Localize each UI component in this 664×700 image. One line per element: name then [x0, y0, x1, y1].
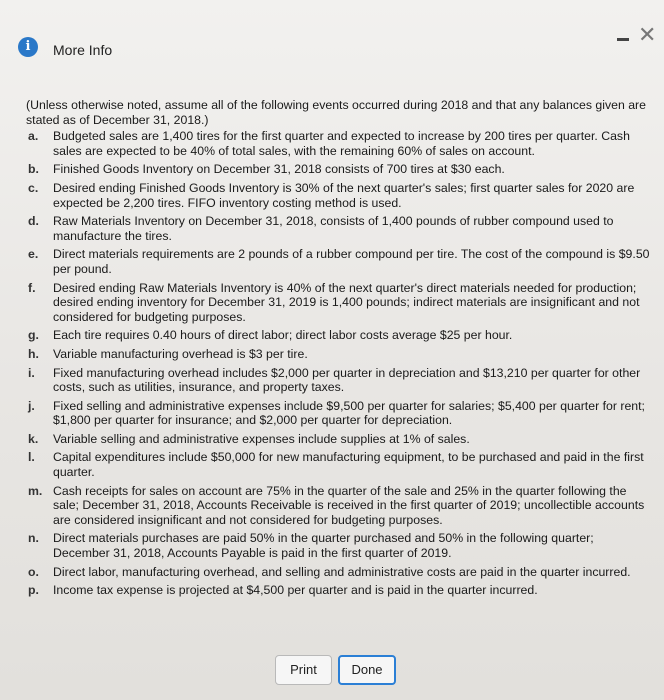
list-item-text: Fixed selling and administrative expenses include $9,500 per quarter for salaries; $5,400 per quarter for rent; $1,800 per quarter for insurance; and $2,000 per quarter for depreciation. — [53, 398, 645, 428]
list-item — [26, 399, 651, 428]
list-item-text: Variable manufacturing overhead is $3 per tire. — [53, 346, 308, 361]
list-item-letter: d. — [28, 214, 39, 229]
list-item-letter: g. — [28, 328, 39, 343]
done-button[interactable]: Done — [338, 655, 396, 685]
intro-text: (Unless otherwise noted, assume all of the following events occurred during 2018 and that any balances given are stated as of December 31, 2018.) — [26, 98, 646, 127]
list-item-letter: p. — [28, 583, 39, 598]
print-button[interactable]: Print — [275, 655, 332, 685]
list-item — [26, 129, 651, 158]
info-content — [26, 98, 651, 602]
dialog-titlebar — [0, 0, 664, 62]
list-item-letter: m. — [28, 483, 43, 498]
info-icon: i — [18, 37, 38, 57]
list-item-letter: h. — [28, 346, 39, 361]
list-item — [26, 565, 651, 580]
list-item-text: Income tax expense is projected at $4,500 per quarter and is paid in the quarter incurred. — [53, 583, 538, 598]
info-list — [26, 129, 651, 598]
list-item-text: Desired ending Raw Materials Inventory is 40% of the next quarter's direct materials needed for production; desired ending inventory for December 31, 2019 is 1,400 pounds; indirect materials are insignificant and not considered for budgeting purposes. — [53, 280, 640, 324]
list-item-letter: n. — [28, 531, 39, 546]
list-item-text: Capital expenditures include $50,000 for new manufacturing equipment, to be purchased and paid in the first quarter. — [53, 450, 644, 480]
minimize-icon[interactable] — [617, 38, 629, 41]
list-item-text: Desired ending Finished Goods Inventory is 30% of the next quarter's sales; first quarter sales for 2020 are expected be 2,200 tires. FIFO inventory costing method is used. — [53, 180, 635, 210]
list-item-text: Direct materials purchases are paid 50% in the quarter purchased and 50% in the following quarter; December 31, 2018, Accounts Payable is paid in the first quarter of 2019. — [53, 531, 594, 561]
close-icon[interactable]: ✕ — [638, 22, 657, 47]
list-item-text: Raw Materials Inventory on December 31, 2018, consists of 1,400 pounds of rubber compound used to manufacture the tires. — [53, 214, 614, 243]
list-item-letter: o. — [28, 564, 39, 579]
list-item — [26, 281, 651, 325]
list-item-text: Cash receipts for sales on account are 75% in the quarter of the sale and 25% in the quarter following the sale; December 31, 2018, Accounts Receivable is received in the first quarter of 2019; uncollectible accounts are considered insignificant and not considered for budgeting purposes. — [53, 483, 645, 527]
list-item — [26, 366, 651, 395]
list-item — [26, 583, 651, 598]
list-item — [26, 214, 651, 243]
list-item — [26, 162, 651, 177]
list-item — [26, 450, 651, 479]
list-item-letter: l. — [28, 450, 35, 465]
list-item-text: Fixed manufacturing overhead includes $2,000 per quarter in depreciation and $13,210 per quarter for other costs, such as utilities, insurance, and property taxes. — [53, 365, 641, 395]
list-item-letter: a. — [28, 129, 39, 144]
list-item-text: Budgeted sales are 1,400 tires for the first quarter and expected to increase by 200 tires per quarter. Cash sales are expected to be 40% of total sales, with the remaining 60% of sales on account. — [53, 129, 630, 158]
list-item — [26, 484, 651, 528]
list-item — [26, 247, 651, 276]
dialog-title: More Info — [53, 42, 113, 58]
list-item-letter: k. — [28, 431, 39, 446]
list-item-text: Finished Goods Inventory on December 31, 2018 consists of 700 tires at $30 each. — [53, 162, 505, 177]
list-item-text: Variable selling and administrative expenses include supplies at 1% of sales. — [53, 431, 470, 446]
list-item-letter: j. — [28, 398, 35, 413]
list-item-text: Direct labor, manufacturing overhead, and selling and administrative costs are paid in the quarter incurred. — [53, 564, 631, 579]
list-item-letter: i. — [28, 365, 35, 380]
list-item-text: Each tire requires 0.40 hours of direct labor; direct labor costs average $25 per hour. — [53, 328, 513, 343]
list-item-letter: c. — [28, 180, 39, 195]
list-item-text: Direct materials requirements are 2 pounds of a rubber compound per tire. The cost of the compound is $9.50 per pound. — [53, 247, 650, 276]
list-item — [26, 347, 651, 362]
list-item — [26, 531, 651, 560]
list-item — [26, 328, 651, 343]
list-item-letter: e. — [28, 247, 39, 262]
list-item-letter: b. — [28, 162, 39, 177]
list-item — [26, 181, 651, 210]
button-bar — [0, 652, 664, 692]
list-item-letter: f. — [28, 280, 36, 295]
list-item — [26, 432, 651, 447]
